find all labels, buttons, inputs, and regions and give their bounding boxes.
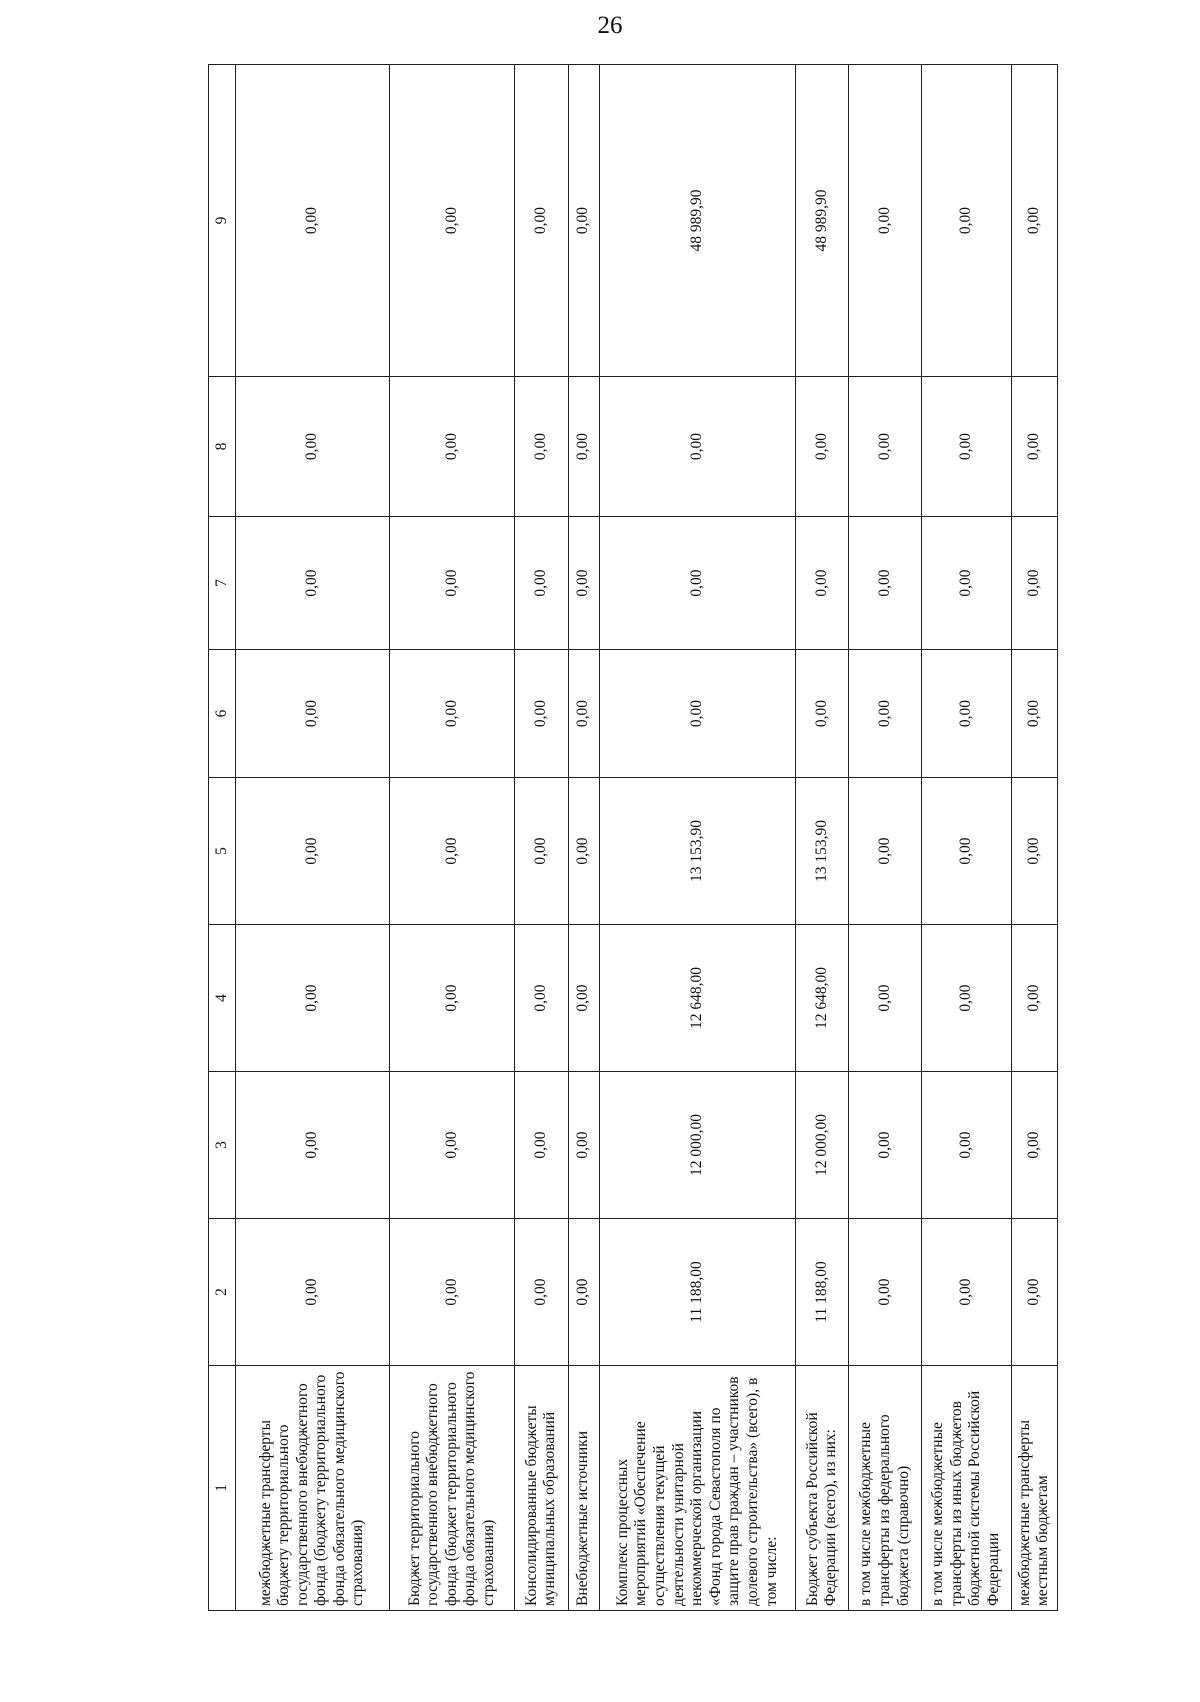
row-label: Бюджет территориального государственного внебюджетного фонда (бюджет территориального фонда обязательного медицинского страхования): [389, 1366, 515, 1611]
table-cell: 0,00: [568, 650, 599, 778]
table-cell: 0,00: [922, 925, 1011, 1072]
table-cell: 0,00: [389, 650, 515, 778]
header-row: [209, 65, 236, 1611]
table-cell: 0,00: [568, 377, 599, 517]
budget-table: [208, 64, 1058, 1611]
table-cell: 0,00: [389, 778, 515, 925]
table-cell: 0,00: [849, 650, 922, 778]
table-row: [568, 65, 599, 1611]
table-cell: 0,00: [1011, 650, 1057, 778]
row-label: в том числе межбюджетные трансферты из федерального бюджета (справочно): [849, 1366, 922, 1611]
table-cell: 0,00: [1011, 925, 1057, 1072]
table-cell: 0,00: [922, 517, 1011, 650]
column-header: 8: [209, 377, 236, 517]
table-cell: 0,00: [389, 517, 515, 650]
table-cell: 0,00: [1011, 65, 1057, 377]
column-header: 4: [209, 925, 236, 1072]
table-cell: 0,00: [236, 1219, 390, 1366]
row-label: Бюджет субъекта Российской Федерации (всего), из них:: [796, 1366, 849, 1611]
table-cell: 0,00: [922, 650, 1011, 778]
column-header: 5: [209, 778, 236, 925]
table-cell: 0,00: [515, 65, 568, 377]
table-cell: 0,00: [236, 1072, 390, 1219]
table-cell: 0,00: [389, 377, 515, 517]
table-cell: 0,00: [922, 1219, 1011, 1366]
table-cell: 0,00: [849, 1072, 922, 1219]
table-cell: 0,00: [515, 377, 568, 517]
table-cell: 0,00: [849, 925, 922, 1072]
row-label: Комплекс процессных мероприятий «Обеспечение осуществления текущей деятельности унитарной некоммерческой организации «Фонд города Севастополя по защите прав граждан – участников долевого строительства» (всего), в том числе:: [599, 1366, 796, 1611]
row-label: Консолидированные бюджеты муниципальных образований: [515, 1366, 568, 1611]
budget-table-container: [208, 65, 1058, 1611]
table-cell: 0,00: [599, 377, 796, 517]
column-header: 9: [209, 65, 236, 377]
table-row: [796, 65, 849, 1611]
table-cell: 0,00: [849, 65, 922, 377]
table-cell: 0,00: [1011, 517, 1057, 650]
table-cell: 0,00: [849, 1219, 922, 1366]
row-label: в том числе межбюджетные трансферты из иных бюджетов бюджетной системы Российской Федерации: [922, 1366, 1011, 1611]
table-cell: 0,00: [236, 925, 390, 1072]
table-cell: 12 000,00: [796, 1072, 849, 1219]
table-cell: 0,00: [515, 650, 568, 778]
table-row: [389, 65, 515, 1611]
table-cell: 48 989,90: [599, 65, 796, 377]
table-cell: 0,00: [849, 517, 922, 650]
table-cell: 0,00: [849, 778, 922, 925]
table-cell: 0,00: [568, 65, 599, 377]
table-cell: 0,00: [599, 650, 796, 778]
table-cell: 0,00: [389, 1072, 515, 1219]
table-cell: 13 153,90: [599, 778, 796, 925]
table-body: [236, 65, 1058, 1611]
table-cell: 0,00: [568, 925, 599, 1072]
table-cell: 0,00: [922, 778, 1011, 925]
table-cell: 0,00: [849, 377, 922, 517]
table-cell: 0,00: [236, 65, 390, 377]
table-row: [849, 65, 922, 1611]
table-cell: 0,00: [1011, 377, 1057, 517]
table-cell: 12 648,00: [796, 925, 849, 1072]
table-cell: 0,00: [236, 377, 390, 517]
table-cell: 0,00: [568, 778, 599, 925]
table-cell: 0,00: [515, 1072, 568, 1219]
table-cell: 0,00: [389, 925, 515, 1072]
row-label: Внебюджетные источники: [568, 1366, 599, 1611]
table-row: [922, 65, 1011, 1611]
table-cell: 0,00: [236, 517, 390, 650]
table-cell: 0,00: [236, 650, 390, 778]
table-cell: 0,00: [515, 778, 568, 925]
table-cell: 0,00: [1011, 1219, 1057, 1366]
table-row: [515, 65, 568, 1611]
table-cell: 0,00: [796, 517, 849, 650]
table-row: [236, 65, 390, 1611]
table-cell: 0,00: [796, 650, 849, 778]
table-cell: 11 188,00: [796, 1219, 849, 1366]
table-cell: 0,00: [389, 1219, 515, 1366]
table-cell: 0,00: [922, 65, 1011, 377]
table-cell: 0,00: [568, 1072, 599, 1219]
table-cell: 11 188,00: [599, 1219, 796, 1366]
table-cell: 0,00: [568, 517, 599, 650]
table-cell: 0,00: [568, 1219, 599, 1366]
row-label: межбюджетные трансферты местным бюджетам: [1011, 1366, 1057, 1611]
table-cell: 0,00: [515, 517, 568, 650]
table-cell: 0,00: [515, 925, 568, 1072]
column-header: 7: [209, 517, 236, 650]
table-cell: 13 153,90: [796, 778, 849, 925]
table-cell: 0,00: [599, 517, 796, 650]
table-cell: 0,00: [236, 778, 390, 925]
column-header: 3: [209, 1072, 236, 1219]
table-cell: 0,00: [796, 377, 849, 517]
table-cell: 12 000,00: [599, 1072, 796, 1219]
table-cell: 0,00: [1011, 778, 1057, 925]
column-header: 2: [209, 1219, 236, 1366]
table-cell: 0,00: [922, 1072, 1011, 1219]
column-header: 1: [209, 1366, 236, 1611]
table-cell: 0,00: [922, 377, 1011, 517]
table-cell: 12 648,00: [599, 925, 796, 1072]
page-number: 26: [597, 12, 623, 39]
column-header: 6: [209, 650, 236, 778]
table-row: [599, 65, 796, 1611]
row-label: межбюджетные трансферты бюджету территориального государственного внебюджетного фонда (бюджету территориального фонда обязательного медицинского страхования): [236, 1366, 390, 1611]
table-cell: 0,00: [1011, 1072, 1057, 1219]
table-cell: 0,00: [515, 1219, 568, 1366]
table-cell: 48 989,90: [796, 65, 849, 377]
table-row: [1011, 65, 1057, 1611]
table-cell: 0,00: [389, 65, 515, 377]
